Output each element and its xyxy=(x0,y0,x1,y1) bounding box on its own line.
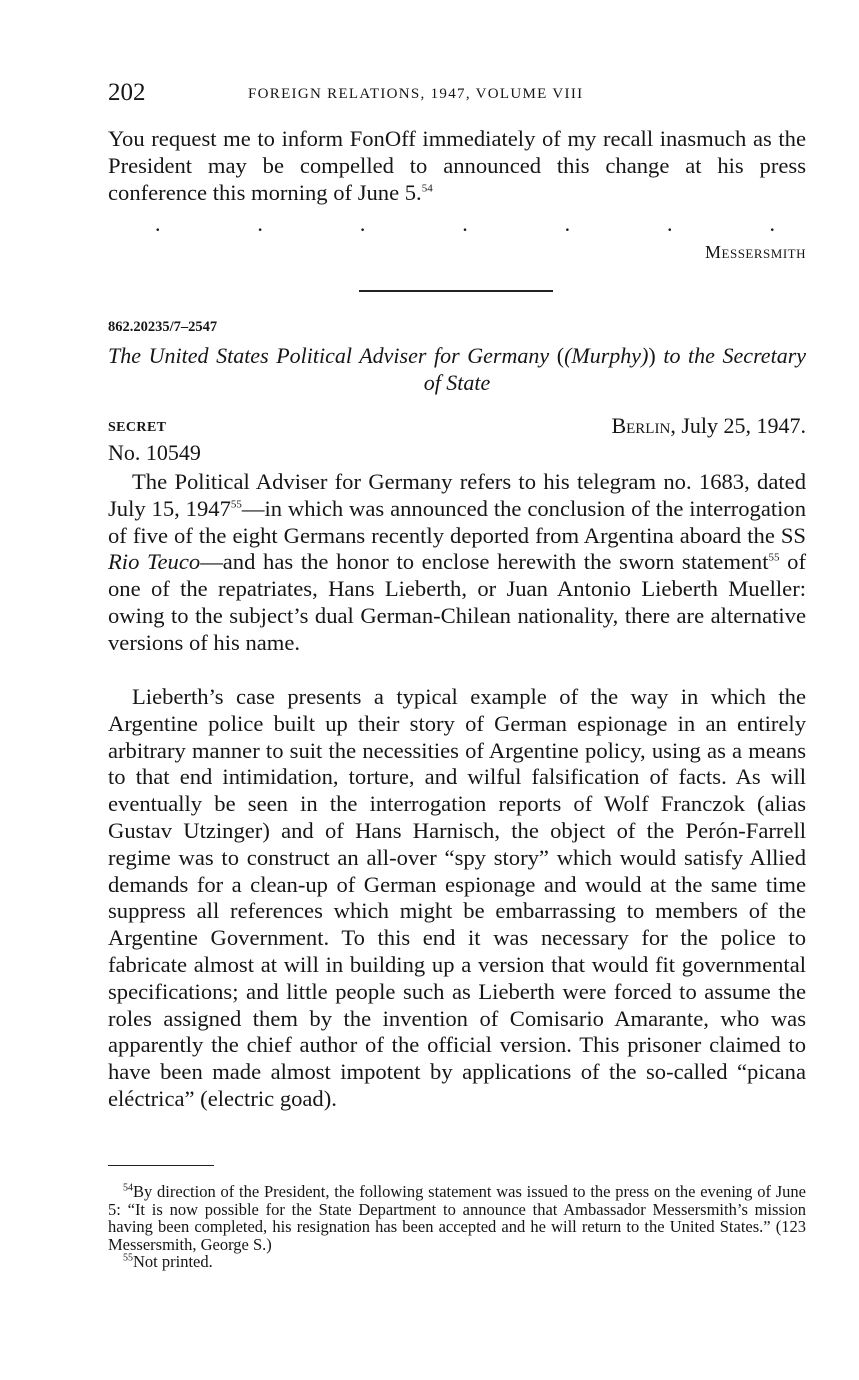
place: Berlin xyxy=(611,413,671,438)
ellipsis-dot: . xyxy=(155,211,161,236)
omission-ellipsis xyxy=(155,211,775,236)
classification-label: SECRET xyxy=(108,420,167,435)
title-part-1: The United States Political Adviser for Germany xyxy=(108,343,550,368)
footnote-reference-54: 54 xyxy=(421,182,433,195)
title-paren-close: ) xyxy=(648,343,656,368)
paragraph1-part2: —in which was announced the conclusion of the interrogation of five of the eight Germans recently deported from Argentina aboard the SS xyxy=(108,495,806,548)
place-date xyxy=(611,412,806,440)
body-paragraph-1 xyxy=(108,469,806,657)
footnote-55 xyxy=(108,1253,806,1271)
document-number: No. 10549 xyxy=(108,440,201,465)
footnote-rule xyxy=(108,1165,214,1166)
footnote-mark: 54 xyxy=(123,1182,133,1194)
ellipsis-dot: . xyxy=(667,211,673,236)
footnote-reference-55: 55 xyxy=(230,498,242,511)
body-paragraph-2: Lieberth’s case presents a typical example of the way in which the Argentine police built up their story of German espionage in an entirely arbitrary manner to suit the necessities of Argentine policy, using as a means to that end intimidation, torture, and wilful falsification of facts. As will eventually be seen in the interrogation reports of Wolf Franczok (alias Gustav Utzinger) and of Hans Harnisch, the object of the Perón-Farrell regime was to construct an all-over “spy story” which would satisfy Allied demands for a clean-up of German espionage and would at the same time suppress all references which might be embarrassing to members of the Argentine Government. To this end it was necessary for the police to fabricate almost at will in building up a version that would fit governmental specifications; and little people such as Lieberth were forced to assume the roles assigned them by the invention of Comisario Amarante, who was apparently the chief author of the official version. This prisoner claimed to have been made almost impotent by applications of the so-called “picana eléctrica” (electric goad). xyxy=(108,684,806,1111)
page-number: 202 xyxy=(108,79,146,106)
section-divider xyxy=(359,290,553,292)
page-header xyxy=(108,78,806,110)
footnote-reference-55: 55 xyxy=(768,551,780,564)
title-part-2: to the Secretary of State xyxy=(423,343,807,395)
footnote-mark: 55 xyxy=(123,1252,133,1264)
footnote-text: By direction of the President, the following statement was issued to the press on the evening of June 5: “It is now possible for the State Department to announce that Ambassador Messersmith’s mission having been completed, his resignation has been accepted and he will return to the United States.” (123 Messersmith, George S.) xyxy=(108,1182,806,1254)
ellipsis-dot: . xyxy=(462,211,468,236)
running-head: FOREIGN RELATIONS, 1947, VOLUME VIII xyxy=(248,86,584,102)
title-person: (Murphy) xyxy=(564,343,649,368)
footnote-text: Not printed. xyxy=(133,1252,213,1272)
ellipsis-dot: . xyxy=(564,211,571,236)
file-number: 862.20235/7–2547 xyxy=(108,319,218,335)
previous-text-body: You request me to inform FonOff immediately of my recall inasmuch as the President may be compelled to announced this change at his press conference this morning of June 5. xyxy=(108,126,806,205)
paragraph1-part3: —and has the honor to enclose herewith the sworn statement xyxy=(200,549,769,575)
ellipsis-dot: . xyxy=(769,211,775,236)
ship-name: Rio Teuco xyxy=(108,549,201,575)
title-paren-open: ( xyxy=(556,343,565,368)
footnote-54 xyxy=(108,1183,806,1253)
ellipsis-dot: . xyxy=(257,211,263,236)
document-title xyxy=(108,342,806,396)
date: , July 25, 1947. xyxy=(670,413,806,438)
paragraph1-part1: The Political Adviser for Germany refers to his telegram no. 1683, dated July 15, 1947 xyxy=(108,469,806,521)
previous-document-text xyxy=(108,126,806,206)
paragraph1-part4: of one of the repatriates, Hans Lieberth, or Juan Antonio Lieberth Mueller: owing to the subject’s dual German-Chilean nationality, there are alternative versions of his name. xyxy=(108,549,806,655)
ellipsis-dot: . xyxy=(359,211,366,236)
signature: Messersmith xyxy=(705,242,806,262)
footnotes xyxy=(108,1183,806,1271)
